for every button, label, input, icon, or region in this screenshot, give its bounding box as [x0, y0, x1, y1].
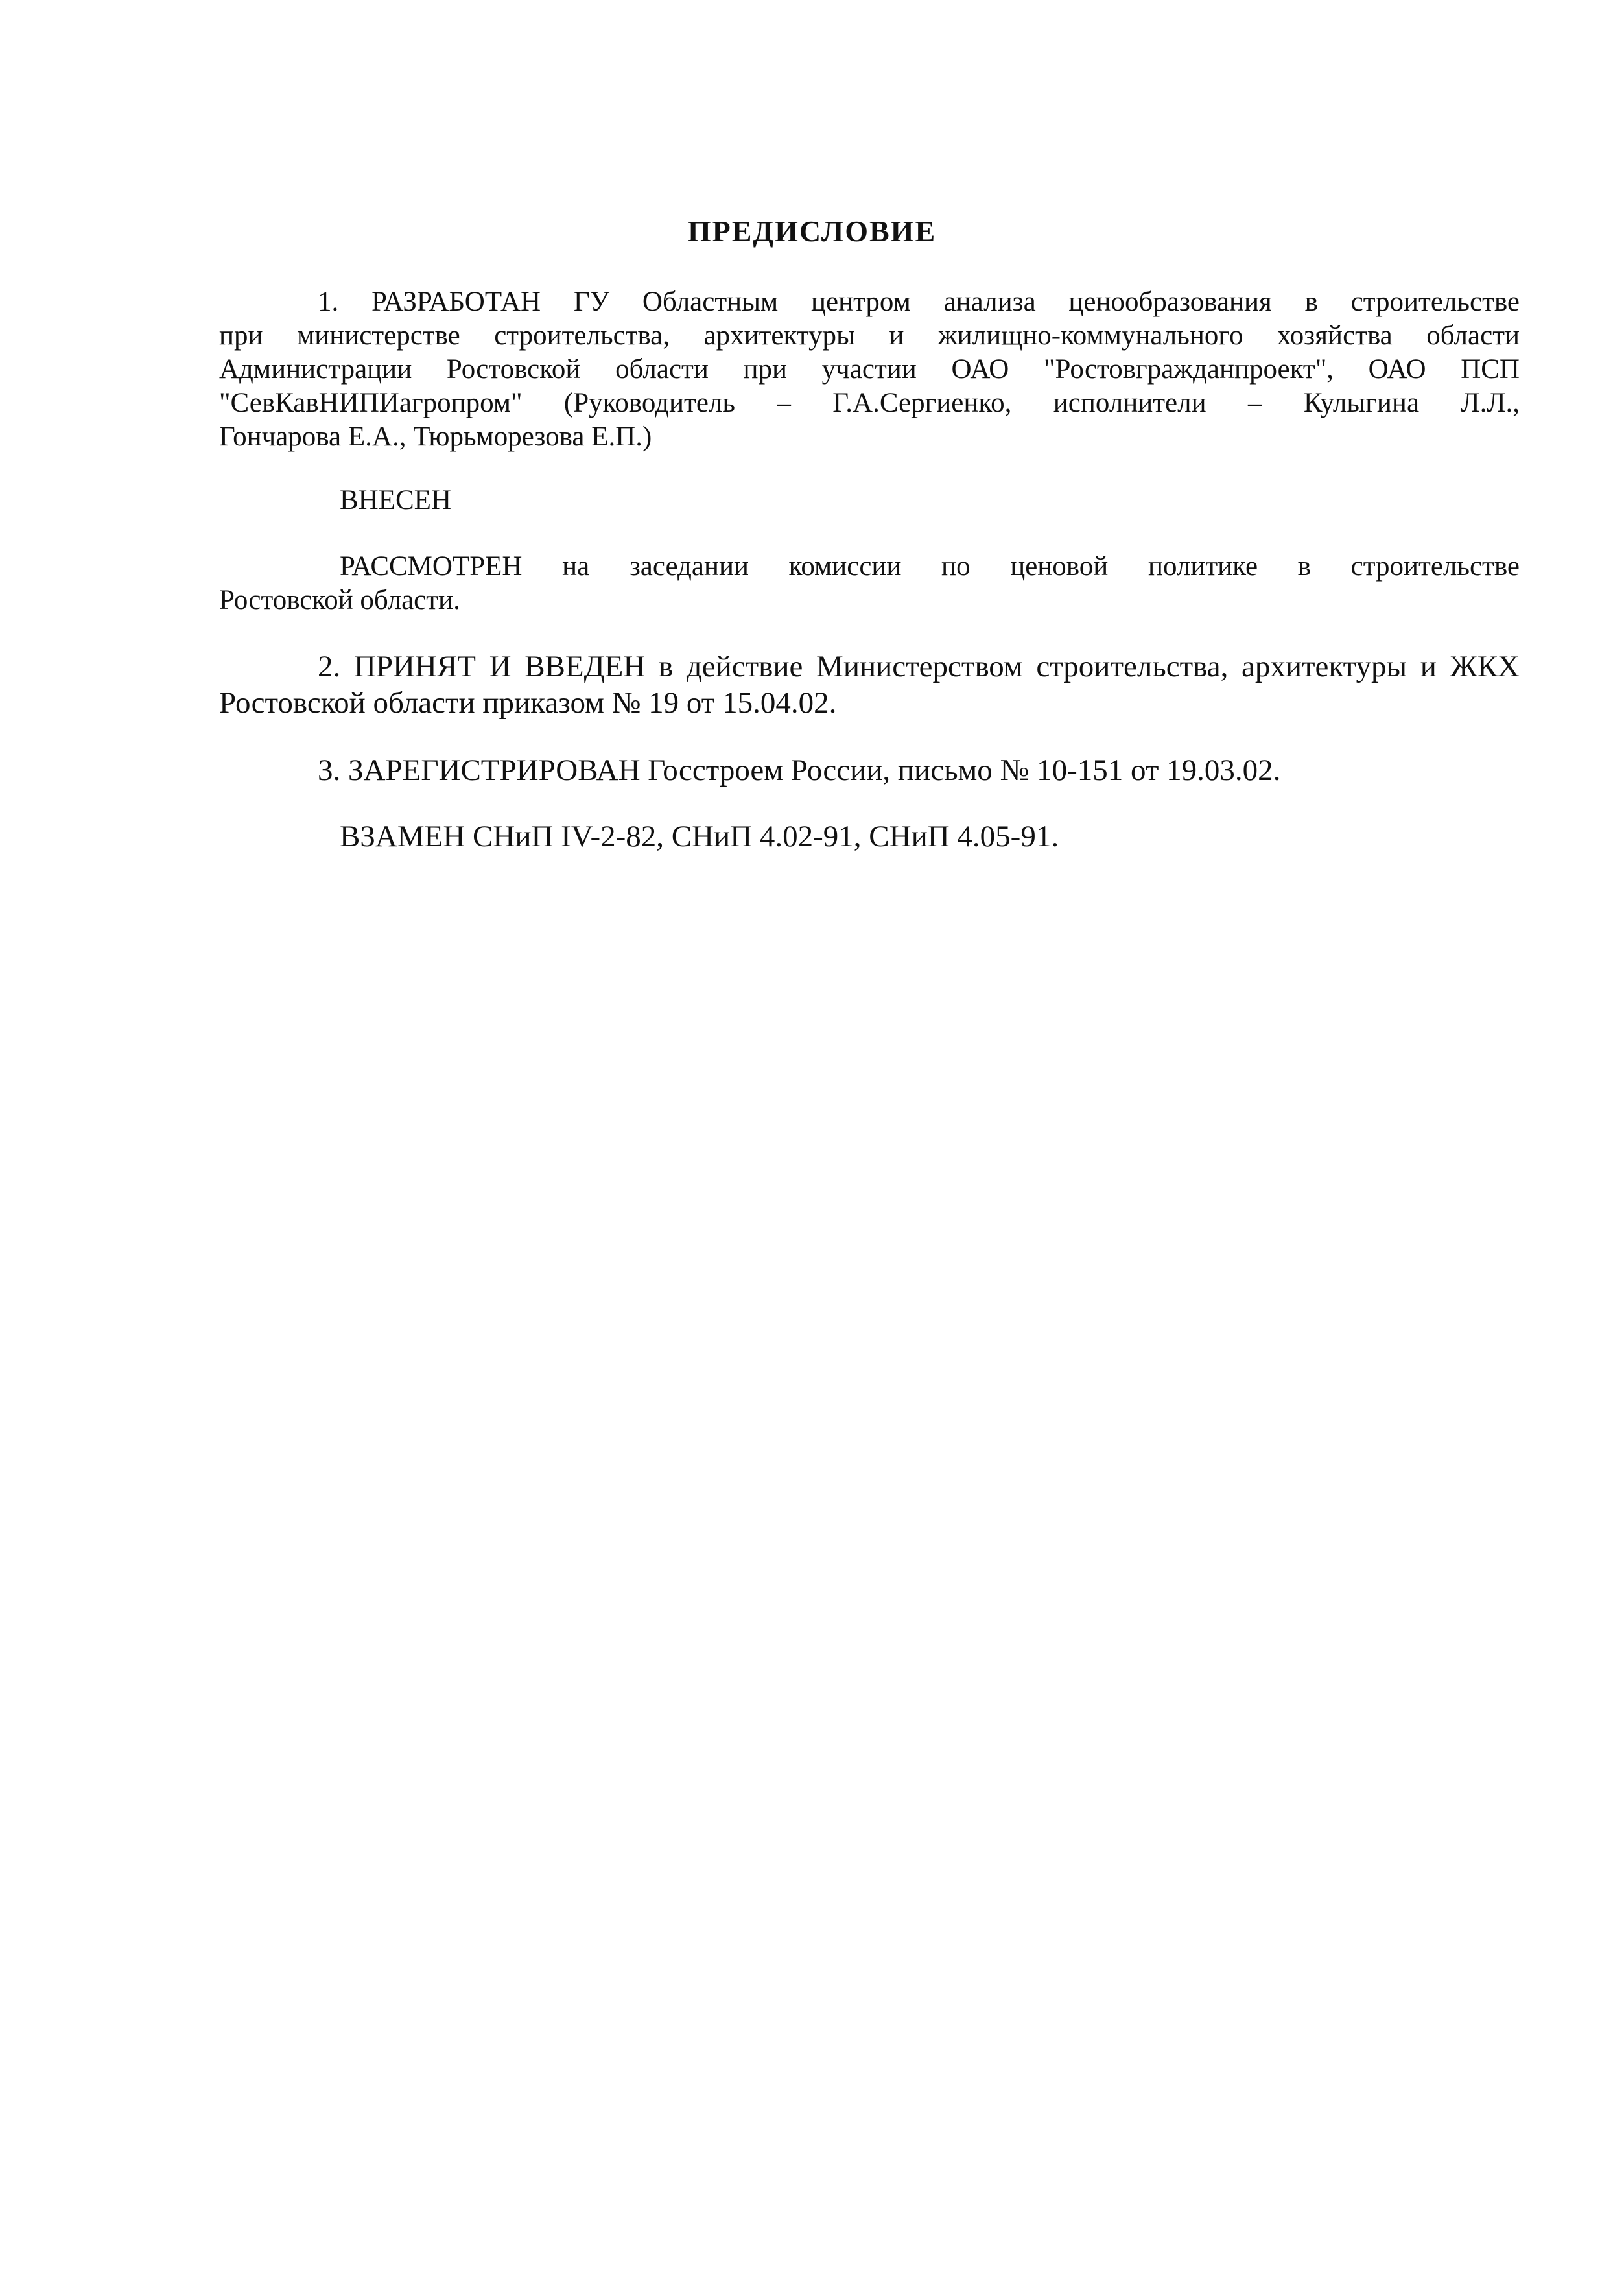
- section-2-adopted: [219, 648, 1520, 721]
- section-1-line-2: при министерстве строительства, архитектуры и жилищно-коммунального хозяйства области: [219, 320, 1520, 351]
- section-1-line-5: Гончарова Е.А., Тюрьморезова Е.П.): [219, 421, 652, 452]
- replaces-note: [219, 818, 1520, 855]
- reviewed-line-1: РАССМОТРЕН на заседании комиссии по ценовой политике в строительстве: [340, 551, 1520, 582]
- document-title: ПРЕДИСЛОВИЕ: [687, 215, 937, 248]
- section-1-developed: [219, 285, 1520, 454]
- section-2-line-2: Ростовской области приказом № 19 от 15.04.02.: [219, 686, 837, 720]
- reviewed-line-2: Ростовской области.: [219, 585, 460, 615]
- section-1-line-3: Администрации Ростовской области при участии ОАО "Ростовгражданпроект", ОАО ПСП: [219, 354, 1520, 385]
- introduced-label: ВНЕСЕН: [340, 485, 451, 515]
- section-1-line-1: 1. РАЗРАБОТАН ГУ Областным центром анализа ценообразования в строительстве: [318, 287, 1520, 317]
- section-2-line-1: 2. ПРИНЯТ И ВВЕДЕН в действие Министерством строительства, архитектуры и ЖКХ: [318, 650, 1520, 683]
- section-3-line: 3. ЗАРЕГИСТРИРОВАН Госстроем России, письмо № 10-151 от 19.03.02.: [318, 753, 1281, 787]
- reviewed-by: [219, 550, 1520, 617]
- section-3-registered: [219, 752, 1520, 788]
- replaces-line: ВЗАМЕН СНиП IV-2-82, СНиП 4.02-91, СНиП 4.05-91.: [340, 820, 1059, 853]
- introduced-by: [219, 484, 1520, 517]
- section-1-line-4: "СевКавНИПИагропром" (Руководитель – Г.А.Сергиенко, исполнители – Кулыгина Л.Л.,: [219, 388, 1520, 418]
